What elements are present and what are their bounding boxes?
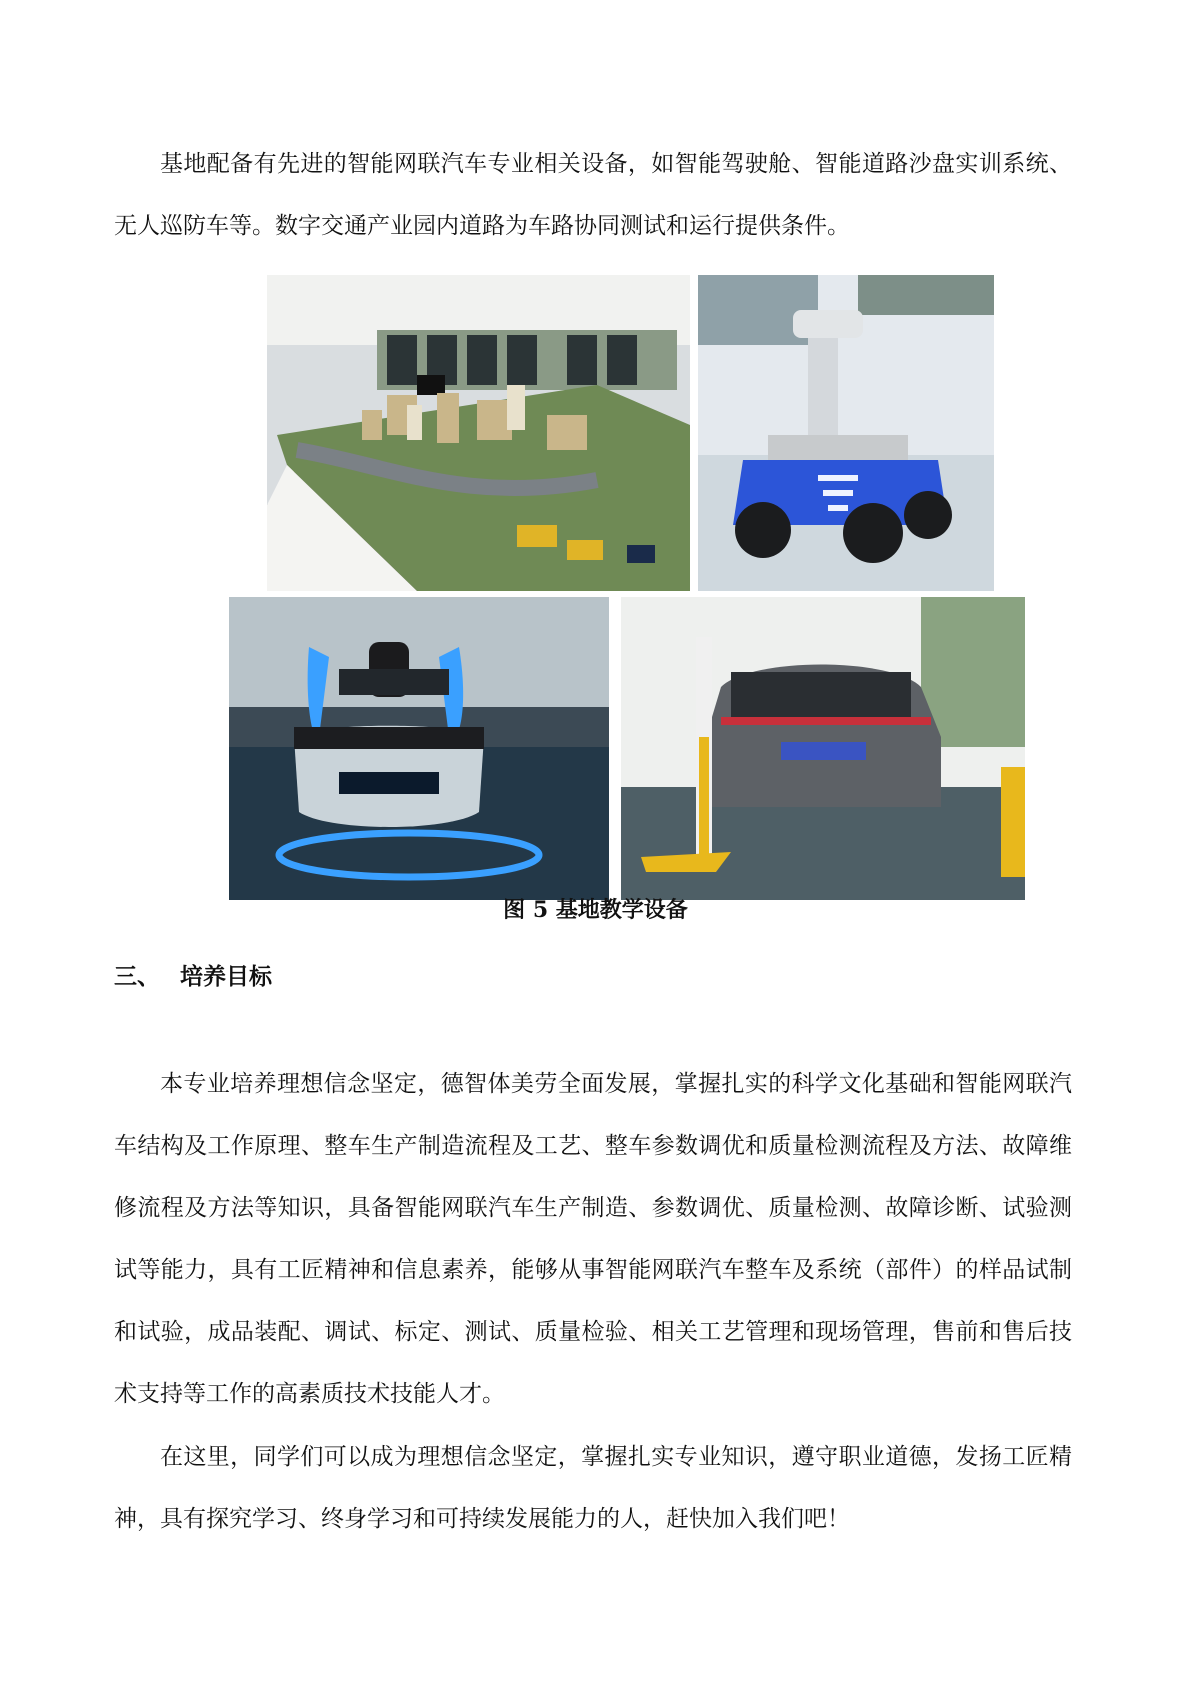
section-title: 培养目标 [180, 964, 272, 990]
intelligent-cockpit-photo [229, 597, 609, 900]
section-heading [114, 958, 272, 991]
closing-paragraph: 在这里，同学们可以成为理想信念坚定，掌握扎实专业知识，遵守职业道德，发扬工匠精神，具有探究学习、终身学习和可持续发展能力的人，赶快加入我们吧！ [114, 1444, 1072, 1532]
goal-paragraph: 本专业培养理想信念坚定，德智体美劳全面发展，掌握扎实的科学文化基础和智能网联汽车结构及工作原理、整车生产制造流程及工艺、整车参数调优和质量检测流程及方法、故障维修流程及方法等知识，具备智能网联汽车生产制造、参数调优、质量检测、故障诊断、试验测试等能力，具有工匠精神和信息素养，能够从事智能网联汽车整车及系统（部件）的样品试制和试验，成品装配、调试、标定、测试、质量检验、相关工艺管理和现场管理，售前和售后技术支持等工作的高素质技术技能人才。 [114, 1071, 1072, 1407]
figure-caption: 图 5 基地教学设备 [503, 897, 688, 923]
sandbox-training-system-photo [267, 275, 690, 591]
patrol-robot-photo [698, 275, 994, 591]
intro-paragraph: 基地配备有先进的智能网联汽车专业相关设备，如智能驾驶舱、智能道路沙盘实训系统、无人巡防车等。数字交通产业园内道路为车路协同测试和运行提供条件。 [114, 151, 1072, 239]
section-number: 三、 [114, 964, 160, 990]
test-vehicle-lift-photo [621, 597, 1025, 900]
